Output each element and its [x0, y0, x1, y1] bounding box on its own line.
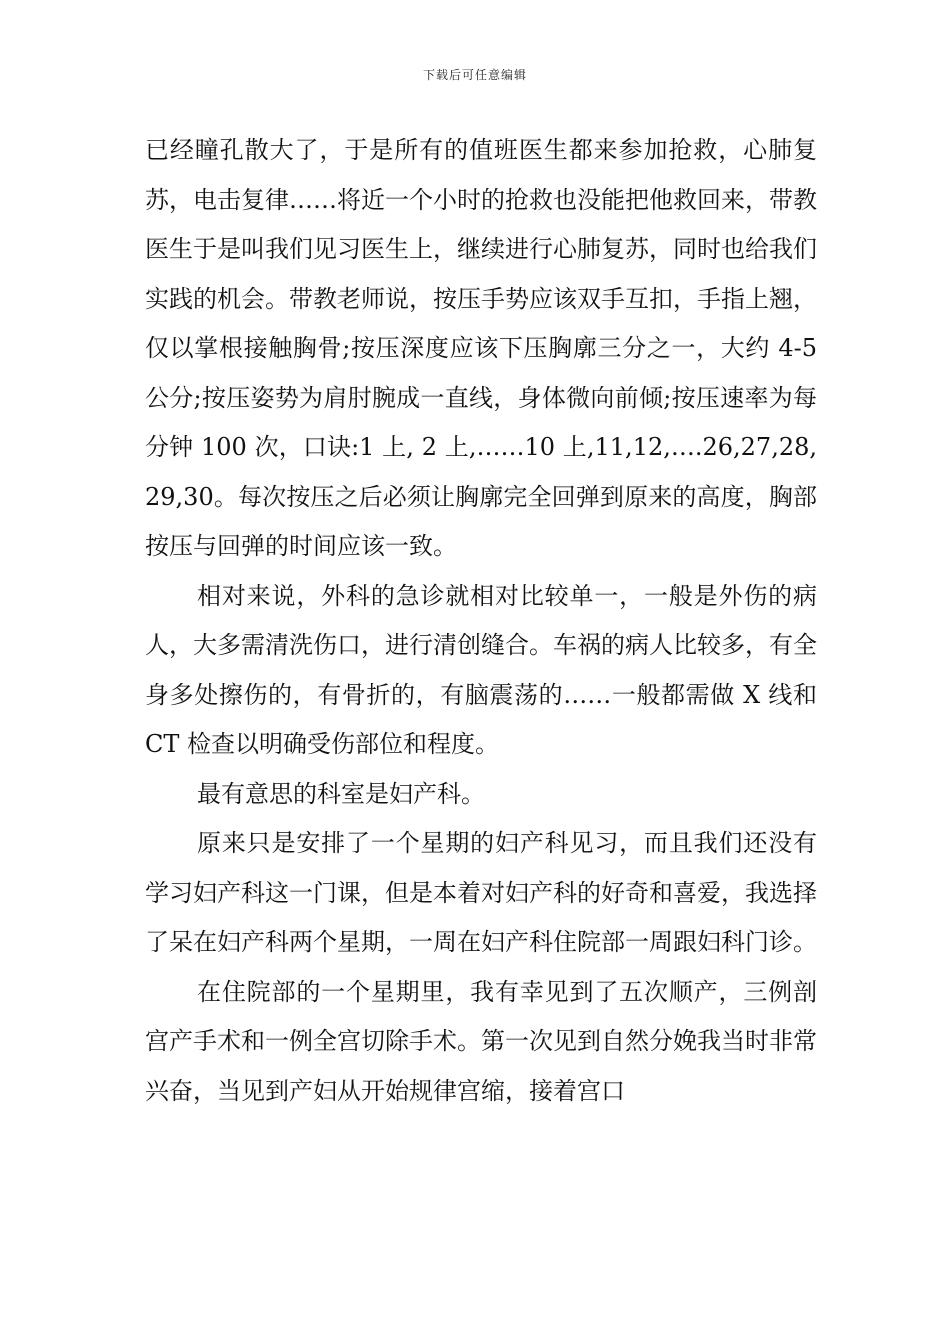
paragraph-3: 最有意思的科室是妇产科。 [197, 779, 485, 808]
paragraph-1: 已经瞳孔散大了，于是所有的值班医生都来参加抢救，心肺复苏，电击复律……将近一个小时的抢救也没能把他救回来，带教医生于是叫我们见习医生上，继续进行心肺复苏，同时也给我们实践的机会。带教老师说，按压手势应该双手互扣，手指上翘，仅以掌根接触胸骨;按压深度应该下压胸廓三分之一，大约 4-5 公分;按压姿势为肩肘腕成一直线，身体微向前倾;按压速率为每分钟 100 次，口诀:1 上, 2 上,……10 上,11,12,….26,27,28,29,30。每次按压之后必须让胸廓完全回弹到原来的高度，胸部按压与回弹的时间应该一致。 [145, 136, 817, 560]
paragraph-4: 原来只是安排了一个星期的妇产科见习，而且我们还没有学习妇产科这一门课，但是本着对妇产科的好奇和喜爱，我选择了呆在妇产科两个星期，一周在妇产科住院部一周跟妇科门诊。 [145, 829, 817, 956]
document-body [145, 126, 817, 1116]
page-header: 下载后可任意编辑 [422, 68, 527, 82]
paragraph-2: 相对来说，外科的急诊就相对比较单一，一般是外伤的病人，大多需清洗伤口，进行清创缝合。车祸的病人比较多，有全身多处擦伤的，有骨折的，有脑震荡的……一般都需做 X 线和 CT 检查以明确受伤部位和程度。 [145, 581, 817, 758]
paragraph-5: 在住院部的一个星期里，我有幸见到了五次顺产，三例剖宫产手术和一例全宫切除手术。第一次见到自然分娩我当时非常兴奋，当见到产妇从开始规律宫缩，接着宫口 [145, 977, 817, 1105]
